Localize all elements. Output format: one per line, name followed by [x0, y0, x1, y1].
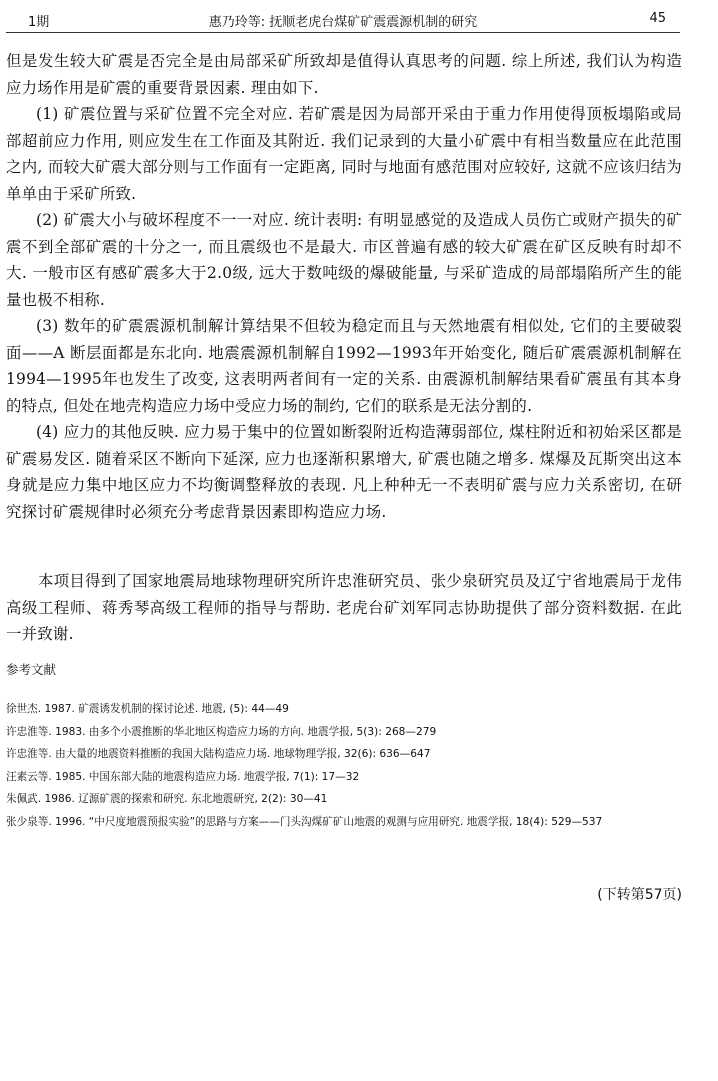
running-header — [6, 8, 680, 33]
reference-item: 许忠淮等. 1983. 由多个小震推断的华北地区构造应力场的方向. 地震学报, 5(3): 268—279 — [6, 725, 437, 738]
page-number: 45 — [649, 11, 666, 26]
issue-label: 1期 — [28, 15, 50, 30]
running-title: 惠乃玲等: 抚顺老虎台煤矿矿震震源机制的研究 — [208, 15, 478, 30]
point-3-paragraph: (3) 数年的矿震震源机制解计算结果不但较为稳定而且与天然地震有相似处, 它们的主要破裂面——A 断层面都是东北向. 地震震源机制解自1992—1993年开始变化, 随后矿震震源机制解在1994—1995年也发生了改变, 这表明两者间有一定的关系. 由震源机制解结果看矿震虽有其本身的特点, 但处在地壳构造应力场中受应力场的制约, 它们的联系是无法分割的. — [6, 317, 682, 415]
continued-note: (下转第57页) — [597, 887, 682, 903]
reference-item: 张少泉等. 1996. “中尺度地震预报实验”的思路与方案——门头沟煤矿矿山地震的观测与应用研究. 地震学报, 18(4): 529—537 — [6, 815, 603, 828]
reference-item: 汪素云等. 1985. 中国东部大陆的地震构造应力场. 地震学报, 7(1): 17—32 — [6, 770, 360, 783]
reference-item: 许忠淮等. 由大量的地震资料推断的我国大陆构造应力场. 地球物理学报, 32(6): 636—647 — [6, 748, 431, 760]
acknowledgement-paragraph: 本项目得到了国家地震局地球物理研究所许忠淮研究员、张少泉研究员及辽宁省地震局于龙伟高级工程师、蒋秀琴高级工程师的指导与帮助. 老虎台矿刘军同志协助提供了部分资料数据. 在此一并致谢. — [6, 572, 682, 643]
point-2-paragraph: (2) 矿震大小与破坏程度不一一对应. 统计表明: 有明显感觉的及造成人员伤亡或财产损失的矿震不到全部矿震的十分之一, 而且震级也不是最大. 市区普遍有感的较大矿震在矿区反映有时却不大. 一般市区有感矿震多大于2.0级, 远大于数吨级的爆破能量, 与采矿造成的局部塌陷所产生的能量也极不相称. — [6, 211, 682, 309]
references-heading: 参考文献 — [6, 662, 57, 677]
main-text — [6, 48, 682, 525]
reference-item: 朱佩武. 1986. 辽源矿震的探索和研究. 东北地震研究, 2(2): 30—41 — [6, 793, 328, 805]
reference-item: 徐世杰. 1987. 矿震诱发机制的探讨论述. 地震, (5): 44—49 — [6, 703, 289, 715]
intro-paragraph: 但是发生较大矿震是否完全是由局部采矿所致却是值得认真思考的问题. 综上所述, 我们认为构造应力场作用是矿震的重要背景因素. 理由如下. — [6, 52, 682, 97]
point-1-paragraph: (1) 矿震位置与采矿位置不完全对应. 若矿震是因为局部开采由于重力作用使得顶板塌陷或局部超前应力作用, 则应发生在工作面及其附近. 我们记录到的大量小矿震中有相当数量应在此范围之内, 而较大矿震大部分则与工作面有一定距离, 同时与地面有感范围对应较好, 这就不应该归结为单单由于采矿所致. — [6, 105, 682, 203]
reference-list — [6, 698, 686, 833]
point-4-paragraph: (4) 应力的其他反映. 应力易于集中的位置如断裂附近构造薄弱部位, 煤柱附近和初始采区都是矿震易发区. 随着采区不断向下延深, 应力也逐渐积累增大, 矿震也随之增多. 煤爆及瓦斯突出这本身就是应力集中地区应力不均衡调整释放的表现. 凡上种种无一不表明矿震与应力关系密切, 在研究探讨矿震规律时必须充分考虑背景因素即构造应力场. — [6, 423, 682, 521]
